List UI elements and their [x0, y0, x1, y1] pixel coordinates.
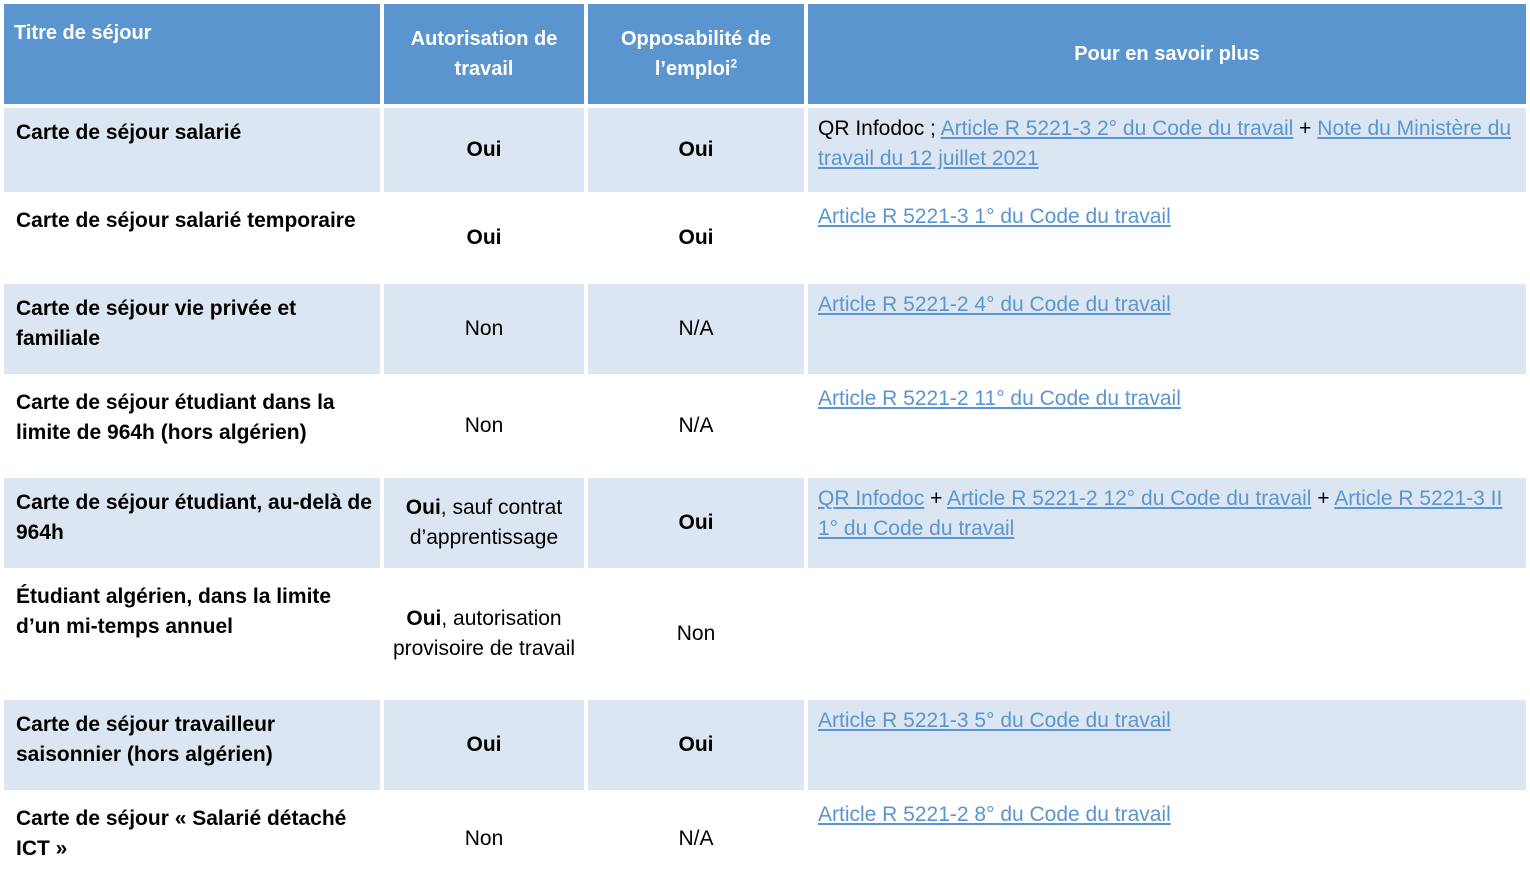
link-article-r5221-2-11[interactable]: Article R 5221-2 11° du Code du travail — [818, 387, 1181, 410]
footnote-marker: 2 — [730, 56, 738, 71]
auth-detail: , sauf contrat d’apprentissage — [409, 496, 563, 549]
link-article-r5221-2-4[interactable]: Article R 5221-2 4° du Code du travail — [818, 293, 1171, 316]
link-article-r5221-2-8[interactable]: Article R 5221-2 8° du Code du travail — [818, 803, 1171, 826]
cell-opposabilite: Oui — [588, 108, 804, 192]
cell-info — [808, 378, 1526, 474]
header-autorisation-de-travail: Autorisation de travail — [384, 4, 584, 104]
cell-info — [808, 700, 1526, 790]
cell-titre: Étudiant algérien, dans la limite d’un mi-temps annuel — [16, 585, 332, 638]
cell-info — [808, 794, 1526, 884]
header-pour-en-savoir-plus: Pour en savoir plus — [808, 4, 1526, 104]
cell-titre: Carte de séjour salarié — [4, 108, 380, 192]
cell-titre: Carte de séjour étudiant, au-delà de 964h — [4, 478, 380, 568]
cell-opposabilite: Oui — [588, 700, 804, 790]
link-article-r5221-2-12[interactable]: Article R 5221-2 12° du Code du travail — [947, 487, 1312, 510]
cell-titre: Carte de séjour vie privée et familiale — [4, 284, 380, 374]
cell-autorisation: Non — [384, 284, 584, 374]
auth-oui: Oui — [406, 607, 442, 630]
cell-autorisation: Oui — [466, 226, 502, 249]
link-article-r5221-3-ii-1[interactable]: Article R 5221-3 II 1° du Code du travail — [818, 487, 1503, 540]
cell-autorisation: Oui — [384, 700, 584, 790]
cell-opposabilite: N/A — [678, 827, 714, 850]
cell-autorisation: Non — [464, 414, 504, 437]
cell-info — [808, 478, 1526, 568]
auth-oui: Oui — [405, 496, 441, 519]
cell-titre: Carte de séjour « Salarié détaché ICT » — [16, 807, 347, 860]
link-article-r5221-3-2[interactable]: Article R 5221-3 2° du Code du travail — [940, 117, 1294, 140]
cell-opposabilite: Oui — [678, 226, 714, 249]
table-row — [4, 700, 1526, 790]
table-row — [4, 196, 1526, 280]
cell-titre: Carte de séjour salarié temporaire — [16, 209, 356, 232]
table-row — [4, 478, 1526, 568]
cell-info — [808, 284, 1526, 374]
cell-opposabilite: Oui — [588, 478, 804, 568]
header-opposabilite-text: Opposabilité de l’emploi — [620, 28, 772, 80]
table-row — [4, 284, 1526, 374]
table-row — [4, 794, 1526, 884]
cell-autorisation: Non — [464, 827, 504, 850]
cell-autorisation: Oui — [384, 108, 584, 192]
plus-separator: + — [924, 487, 948, 510]
cell-autorisation — [384, 572, 584, 696]
cell-info — [808, 108, 1526, 192]
cell-opposabilite: Non — [676, 622, 716, 645]
table-row — [4, 378, 1526, 474]
residence-permit-table-container — [4, 4, 1526, 884]
cell-autorisation — [384, 478, 584, 568]
link-note-ministere[interactable]: Note du Ministère du travail du 12 juillet 2021 — [818, 117, 1512, 170]
table-row — [4, 108, 1526, 192]
cell-info — [808, 572, 1526, 696]
header-titre-de-sejour: Titre de séjour — [4, 4, 380, 104]
cell-info — [808, 196, 1526, 280]
cell-opposabilite: N/A — [678, 414, 714, 437]
plus-separator: + — [1311, 487, 1335, 510]
auth-detail: , autorisation provisoire de travail — [392, 607, 576, 660]
info-prefix-text: QR Infodoc ; — [818, 117, 941, 140]
link-article-r5221-3-5[interactable]: Article R 5221-3 5° du Code du travail — [818, 709, 1171, 732]
cell-opposabilite: N/A — [588, 284, 804, 374]
table-header-row — [4, 4, 1526, 104]
cell-titre: Carte de séjour étudiant dans la limite de 964h (hors algérien) — [16, 391, 335, 444]
link-article-r5221-3-1[interactable]: Article R 5221-3 1° du Code du travail — [818, 205, 1171, 228]
cell-titre: Carte de séjour travailleur saisonnier (hors algérien) — [4, 700, 380, 790]
header-opposabilite-emploi — [588, 4, 804, 104]
link-qr-infodoc[interactable]: QR Infodoc — [818, 487, 925, 510]
table-row — [4, 572, 1526, 696]
plus-separator: + — [1293, 117, 1318, 140]
